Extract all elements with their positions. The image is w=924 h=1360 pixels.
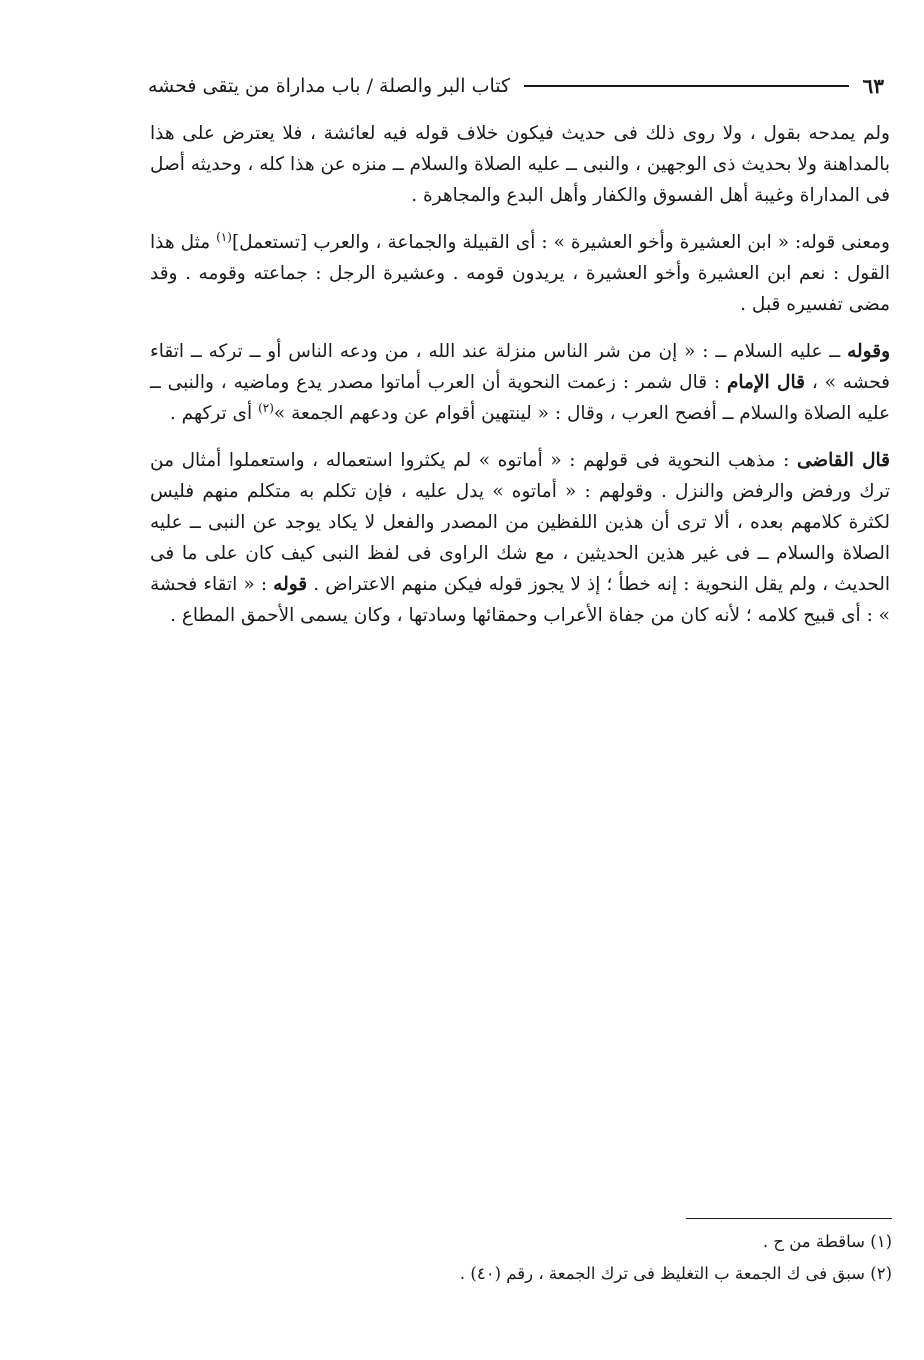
lead-word: قال الإمام bbox=[726, 372, 805, 393]
paragraph-text: : « اتقاء فحشة » : أى قبيح كلامه ؛ لأنه كان من جفاة الأعراب وحمقائها وسادتها ، وكان يسمى الأحمق المطاع . bbox=[150, 574, 890, 626]
footnotes bbox=[152, 1226, 892, 1290]
main-text bbox=[150, 118, 890, 647]
paragraph-2 bbox=[150, 227, 890, 320]
paragraph-text: : قال شمر : زعمت النحوية أن العرب أماتوا مصدر يدع وماضيه ، والنبى ــ عليه الصلاة والسلام ــ أفصح العرب ، وقال : « لينتهين أقوام عن ودعهم الجمعة » bbox=[150, 372, 890, 424]
page-number: ٦٣ bbox=[862, 74, 884, 98]
header-rule bbox=[524, 85, 848, 87]
paragraph-text: ــ عليه السلام ــ : « إن من شر الناس منزلة عند الله ، من ودعه الناس أو ــ تركه ــ اتقاء فحشه » ، bbox=[150, 341, 890, 393]
lead-word: قال القاضى bbox=[797, 450, 891, 471]
paragraph-text: أى تركهم . bbox=[169, 403, 259, 424]
footnote-1: (١) ساقطة من ح . bbox=[762, 1232, 892, 1251]
footnote-2: (٢) سبق فى ك الجمعة ب التغليظ فى ترك الجمعة ، رقم (٤٠) . bbox=[459, 1264, 892, 1283]
paragraph-text: مثل هذا القول : نعم ابن العشيرة وأخو العشيرة ، يريدون قومه . وعشيرة الرجل : جماعته وقومه . وقد مضى تفسيره قبل . bbox=[150, 232, 890, 315]
paragraph-1 bbox=[150, 118, 890, 211]
paragraph-text: : مذهب النحوية فى قولهم : « أماتوه » لم يكثروا استعماله ، واستعملوا أمثال من ترك ورفض والرفض والنزل . وقولهم : « أماتوه » يدل عليه ، فإن تكلم به متكلم منهم فليس لكثرة كلامهم بعده ، ألا ترى أن هذين اللفظين من المصدر والفعل لا يكاد يوجد عن النبى ــ عليه الصلاة والسلام ــ فى غير هذين الحديثين ، مع شك الراوى فى لفظ النبى كيف كان على ما فى الحديث ، ولم يقل النحوية : إنه خطأ ؛ إذ لا يجوز قوله فيكن منهم الاعتراض . bbox=[150, 450, 890, 595]
footnote-marker-2: (٢) bbox=[258, 400, 274, 415]
lead-word: وقوله bbox=[847, 341, 890, 362]
page-header bbox=[148, 68, 884, 104]
footnote-marker-1: (١) bbox=[216, 229, 232, 244]
paragraph-text: ومعنى قوله: « ابن العشيرة وأخو العشيرة » : أى القبيلة والجماعة ، والعرب [تستعمل] bbox=[231, 232, 890, 253]
footnote-rule bbox=[686, 1218, 892, 1219]
running-title: كتاب البر والصلة / باب مداراة من يتقى فحشه bbox=[148, 75, 511, 97]
lead-word: قوله bbox=[273, 574, 308, 595]
paragraph-4 bbox=[150, 445, 890, 631]
paragraph-3 bbox=[150, 336, 890, 429]
paragraph-text: ولم يمدحه بقول ، ولا روى ذلك فى حديث فيكون خلاف قوله فيه لعائشة ، فلا يعترض على هذا بالمداهنة ولا بحديث ذى الوجهين ، والنبى ــ عليه الصلاة والسلام ــ منزه عن هذا كله ، وحديثه أصل فى المداراة وغيبة أهل الفسوق والكفار وأهل البدع والمجاهرة . bbox=[150, 123, 890, 206]
